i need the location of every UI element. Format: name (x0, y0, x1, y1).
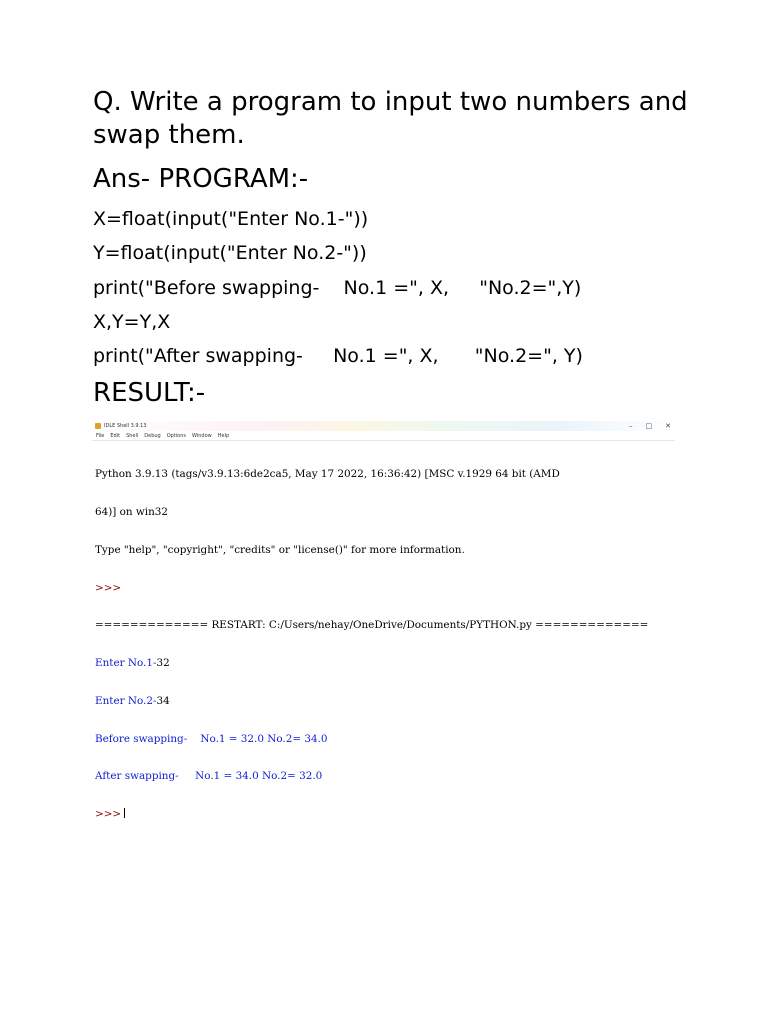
shell-titlebar (92, 421, 675, 431)
shell-output-line: After swapping- No.1 = 34.0 No.2= 32.0 (95, 770, 323, 783)
shell-final-prompt-line[interactable] (95, 808, 675, 821)
text-cursor (124, 808, 125, 818)
input-prompt-text: Enter No.2- (95, 694, 157, 707)
window-controls (629, 421, 671, 431)
menu-help[interactable]: Help (217, 432, 230, 439)
python-idle-icon (95, 423, 101, 429)
menu-options[interactable]: Options (166, 432, 187, 439)
menu-file[interactable]: File (96, 432, 105, 439)
menu-debug[interactable]: Debug (144, 432, 161, 439)
close-icon[interactable]: ✕ (665, 422, 671, 430)
shell-prompt: >>> (95, 808, 122, 821)
shell-banner-line: Python 3.9.13 (tags/v3.9.13:6de2ca5, May 17 2022, 16:36:42) [MSC v.1929 64 bit (AMD (95, 468, 560, 481)
shell-input-line (95, 695, 675, 708)
code-line: X=float(input("Enter No.1-")) (93, 208, 369, 230)
shell-window-title: IDLE Shell 3.9.13 (104, 423, 147, 429)
shell-menubar (92, 431, 675, 441)
shell-output[interactable] (92, 441, 675, 846)
answer-heading: Ans- PROGRAM:- (93, 164, 309, 194)
code-line: print("After swapping- No.1 =", X, "No.2=", Y) (93, 345, 583, 367)
code-line: Y=float(input("Enter No.2-")) (93, 242, 367, 264)
user-input-value: 34 (156, 694, 170, 707)
question-text: Q. Write a program to input two numbers and swap them. (93, 87, 688, 150)
shell-restart-line: ============= RESTART: C:/Users/nehay/OneDrive/Documents/PYTHON.py ============= (95, 619, 649, 632)
menu-shell[interactable]: Shell (126, 432, 139, 439)
menu-edit[interactable]: Edit (110, 432, 121, 439)
idle-shell-screenshot (92, 421, 675, 821)
shell-info-line: Type "help", "copyright", "credits" or "license()" for more information. (95, 543, 465, 556)
menu-window[interactable]: Window (192, 432, 212, 439)
user-input-value: 32 (156, 657, 170, 670)
code-line: X,Y=Y,X (93, 311, 171, 333)
code-line: print("Before swapping- No.1 =", X, "No.2=",Y) (93, 277, 582, 299)
shell-output-line: Before swapping- No.1 = 32.0 No.2= 34.0 (95, 732, 328, 745)
input-prompt-text: Enter No.1- (95, 657, 157, 670)
shell-banner-line: 64)] on win32 (95, 505, 169, 518)
result-heading: RESULT:- (93, 378, 206, 408)
shell-input-line (95, 657, 675, 670)
shell-prompt: >>> (95, 581, 122, 594)
minimize-icon[interactable]: – (629, 422, 633, 430)
maximize-icon[interactable]: □ (645, 422, 653, 430)
